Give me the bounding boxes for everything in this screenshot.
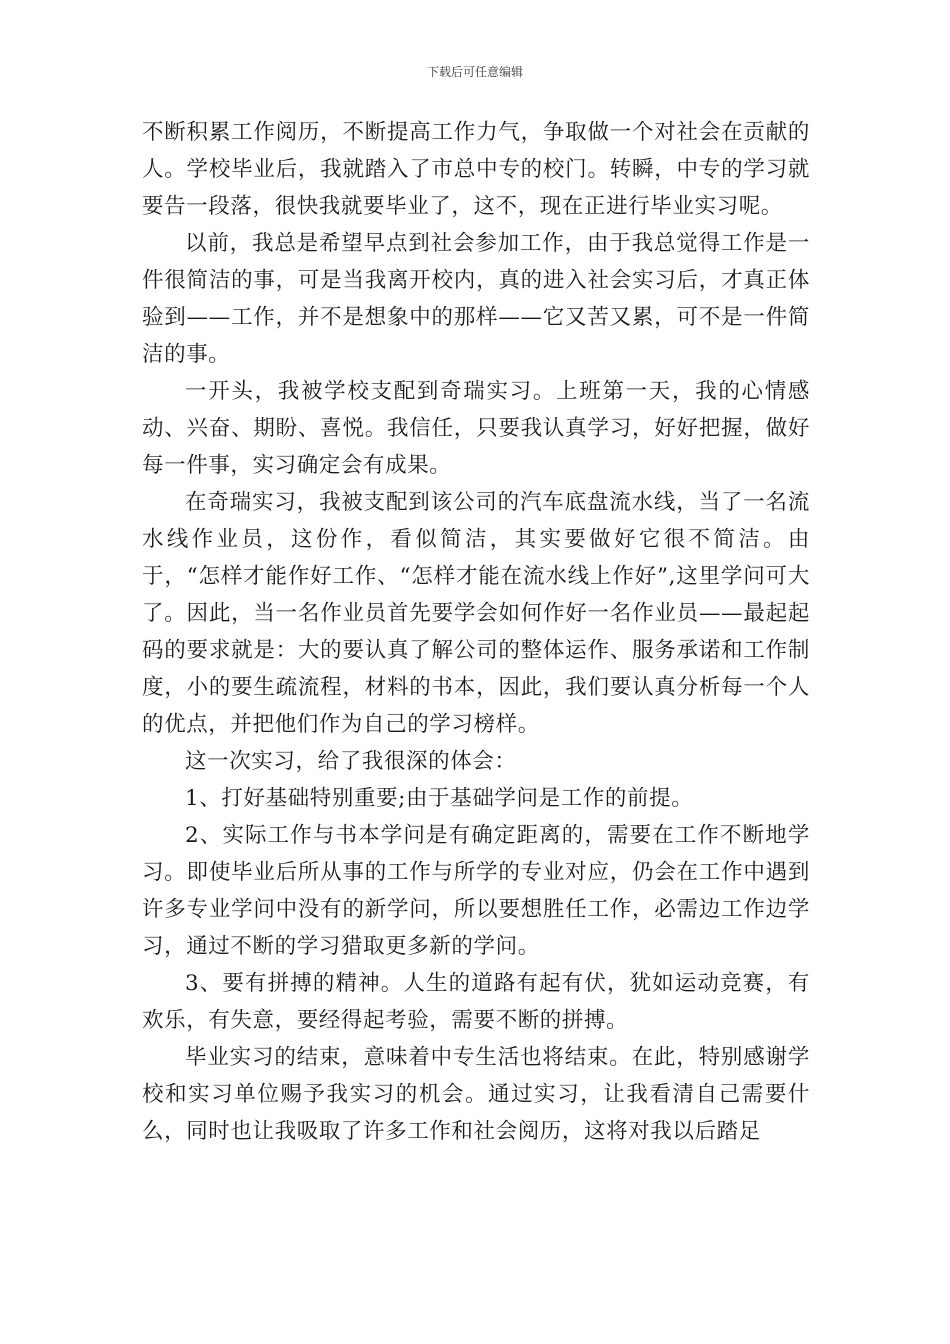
list-item-1: 1、打好基础特别重要;由于基础学问是工作的前提。 [185,786,694,811]
paragraph-4: 在奇瑞实习，我被支配到该公司的汽车底盘流水线，当了一名流水线作业员，这份作，看似简洁，其实要做好它很不简洁。由于，“怎样才能作好工作、“怎样才能在流水线上作好”,这里学问可大了。因此，当一名作业员首先要学会如何作好一名作业员——最起起码的要求就是：大的要认真了解公司的整体运作、服务承诺和工作制度，小的要生疏流程，材料的书本，因此，我们要认真分析每一个人的优点，并把他们作为自己的学习榜样。 [142,490,810,737]
document-body [142,114,810,1150]
paragraph-1: 不断积累工作阅历，不断提高工作力气，争取做一个对社会在贡献的人。学校毕业后，我就踏入了市总中专的校门。转瞬，中专的学习就要告一段落，很快我就要毕业了，这不，现在正进行毕业实习呢。 [142,120,810,219]
page-header: 下载后可任意编辑 [426,65,523,79]
paragraph-3: 一开头，我被学校支配到奇瑞实习。上班第一天，我的心情感动、兴奋、期盼、喜悦。我信任，只要我认真学习，好好把握，做好每一件事，实习确定会有成果。 [142,379,810,478]
paragraph-last: 毕业实习的结束，意味着中专生活也将结束。在此，特别感谢学校和实习单位赐予我实习的机会。通过实习，让我看清自己需要什么，同时也让我吸取了许多工作和社会阅历，这将对我以后踏足 [142,1045,810,1144]
list-item-3: 3、要有拼搏的精神。人生的道路有起有伏，犹如运动竞赛，有欢乐，有失意，要经得起考验，需要不断的拼搏。 [142,971,810,1033]
paragraph-5: 这一次实习，给了我很深的体会： [185,749,517,774]
list-item-2: 2、实际工作与书本学问是有确定距离的，需要在工作不断地学习。即使毕业后所从事的工作与所学的专业对应，仍会在工作中遇到许多专业学问中没有的新学问，所以要想胜任工作，必需边工作边学习，通过不断的学习猎取更多新的学问。 [142,823,810,959]
paragraph-2: 以前，我总是希望早点到社会参加工作，由于我总觉得工作是一件很简洁的事，可是当我离开校内，真的进入社会实习后，才真正体验到——工作，并不是想象中的那样——它又苦又累，可不是一件简洁的事。 [142,231,810,367]
